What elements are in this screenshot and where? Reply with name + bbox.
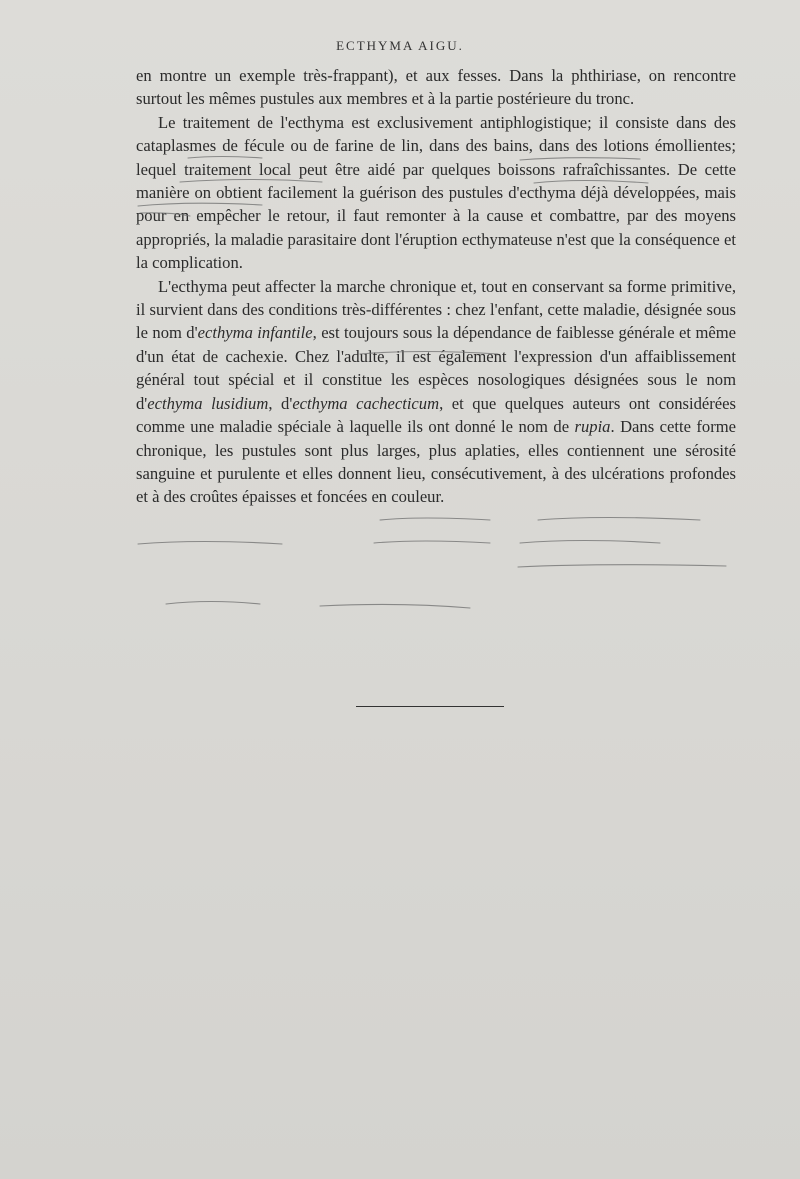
paragraph-3 [136, 275, 736, 509]
pencil-mark [538, 518, 700, 521]
text-run: , et que quelques auteurs ont considérées comme une maladie spéciale à laquelle ils ont donné le nom de [136, 393, 736, 437]
pencil-mark [166, 602, 260, 605]
pencil-mark [320, 604, 470, 608]
paragraph-1 [136, 64, 736, 111]
paragraph-2 [136, 111, 736, 275]
section-end-rule [356, 706, 504, 707]
italic-term: rupia [574, 417, 611, 437]
pencil-mark [520, 541, 660, 544]
text-run: L'ecthyma peut affecter la marche chronique et, tout en conservant sa forme primitive, il survient dans des conditions très-différentes : chez l'enfant, cette maladie, désignée sous le nom d' [136, 276, 736, 343]
pencil-mark [138, 542, 282, 545]
text-run: Le traitement de l'ecthyma est exclusivement antiphlogistique; il consiste dans des cataplasmes de fécule ou de farine de lin, dans des bains, dans des lotions émollientes; lequel traitement local peut être aidé par quelques boissons rafraîchissantes. De cette manière on obtient facilement la guérison des pustules d'ecthyma déjà développées, mais pour en empêcher le retour, il faut remonter à la cause et combattre, par des moyens appropriés, la maladie parasitaire dont l'éruption ecthymateuse n'est que la conséquence et la complication. [136, 112, 736, 273]
text-run: , est toujours sous la dépendance de faiblesse générale et même d'un état de cachexie. Chez l'adulte, il est également l'expression d'un affaiblissement général tout spécial et il constitue les espèces nosologiques désignées sous le nom d' [136, 323, 736, 413]
pencil-mark [374, 541, 490, 543]
body-text [136, 64, 736, 509]
text-run: . Dans cette forme chronique, les pustules sont plus larges, plus aplaties, elles contiennent une sérosité sanguine et purulente et elles donnent lieu, consécutivement, à des ulcérations profondes et à des croûtes épaisses et foncées en couleur. [136, 417, 736, 507]
italic-term: ecthyma infantile [197, 323, 313, 343]
running-header: ECTHYMA AIGU. [336, 38, 464, 53]
pencil-mark [380, 518, 490, 520]
pencil-mark [518, 565, 726, 567]
text-run: , d' [268, 393, 293, 413]
italic-term: ecthyma cachecticum [292, 393, 440, 413]
text-run: en montre un exemple très-frappant), et aux fesses. Dans la phthiriase, on rencontre surtout les mêmes pustules aux membres et à la partie postérieure du tronc. [136, 66, 736, 109]
italic-term: ecthyma lusidium [147, 393, 269, 413]
